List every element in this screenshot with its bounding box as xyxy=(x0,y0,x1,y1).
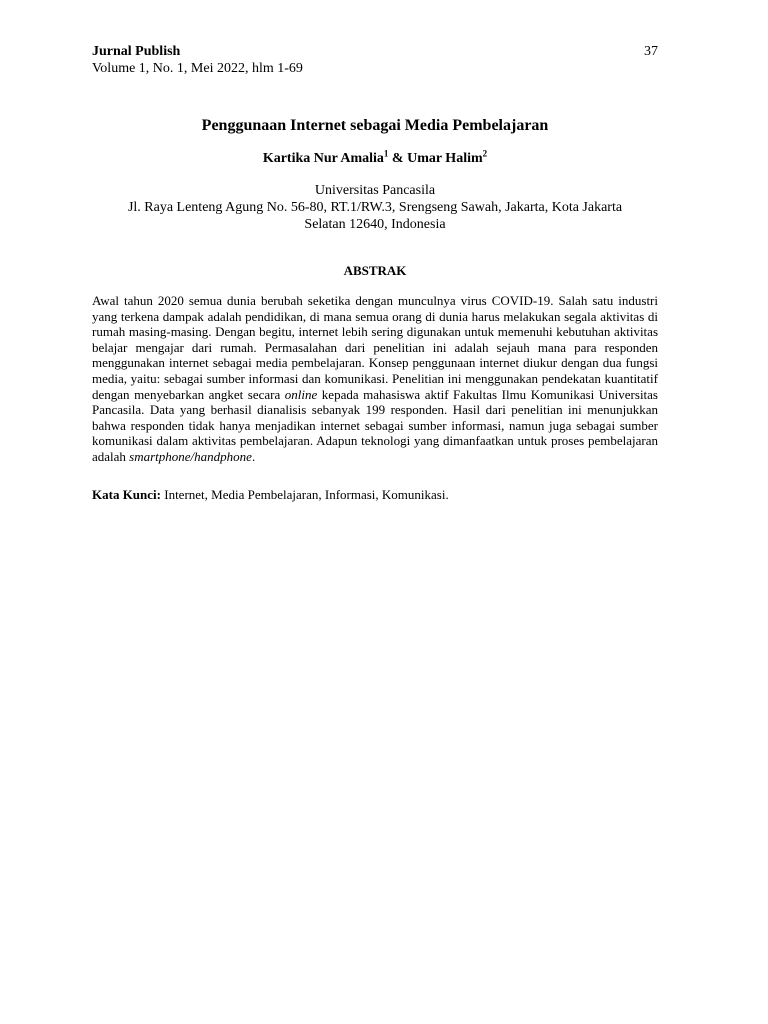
author-separator: & xyxy=(388,151,408,166)
keywords-label: Kata Kunci: xyxy=(92,487,161,502)
author-name: Kartika Nur Amalia xyxy=(262,151,384,166)
abstract-segment-italic: online xyxy=(284,386,318,402)
article-title: Penggunaan Internet sebagai Media Pembelajaran xyxy=(201,117,549,134)
author-name: Umar Halim xyxy=(407,151,483,166)
abstract-segment: . xyxy=(251,448,256,464)
abstract-segment-italic: smartphone/handphone xyxy=(129,448,252,464)
address-line: Jl. Raya Lenteng Agung No. 56-80, RT.1/RW.3, Srengseng Sawah, Jakarta, Kota Jakarta xyxy=(127,200,623,215)
abstract-segment: kepada mahasiswa aktif Fakultas Ilmu Komunikasi Universitas Pancasila. Data yang berhasil dianalisis sebanyak 199 responden. Hasil dari penelitian ini menunjukkan bahwa responden tidak hanya menjadikan internet sebagai sumber informasi, namun juga sebagai sumber komunikasi dalam aktivitas pembelajaran. Adapun teknologi yang dimanfaatkan untuk proses pembelajaran adalah xyxy=(92,386,658,464)
affiliation-block xyxy=(92,182,658,233)
institution-name: Universitas Pancasila xyxy=(314,183,436,198)
author-affiliation-marker: 1 xyxy=(383,148,389,159)
journal-name: Jurnal Publish xyxy=(92,44,181,59)
author-affiliation-marker: 2 xyxy=(482,148,488,159)
author-list xyxy=(92,150,658,168)
keywords-value: Internet, Media Pembelajaran, Informasi, Komunikasi. xyxy=(160,487,449,502)
volume-info: Volume 1, No. 1, Mei 2022, hlm 1-69 xyxy=(92,61,303,76)
address-line: Selatan 12640, Indonesia xyxy=(304,217,446,232)
page-number: 37 xyxy=(644,44,658,59)
abstract-segment: Awal tahun 2020 semua dunia berubah seketika dengan munculnya virus COVID-19. Salah satu industri yang terkena dampak adalah pendidikan, di mana semua orang di dunia harus melakukan segala aktivitas di rumah masing-masing. Dengan begitu, internet lebih sering digunakan untuk memenuhi kebutuhan aktivitas belajar mengajar dari rumah. Permasalahan dari penelitian ini adalah sejauh mana para responden menggunakan internet sebagai media pembelajaran. Konsep penggunaan internet diukur dengan dua fungsi media, yaitu: sebagai sumber informasi dan komunikasi. Penelitian ini menggunakan pendekatan kuantitatif dengan menyebarkan angket secara xyxy=(92,293,658,402)
running-header xyxy=(92,43,303,77)
keywords-line xyxy=(92,487,658,503)
abstract-text xyxy=(92,293,658,465)
abstract-heading: ABSTRAK xyxy=(343,263,407,278)
